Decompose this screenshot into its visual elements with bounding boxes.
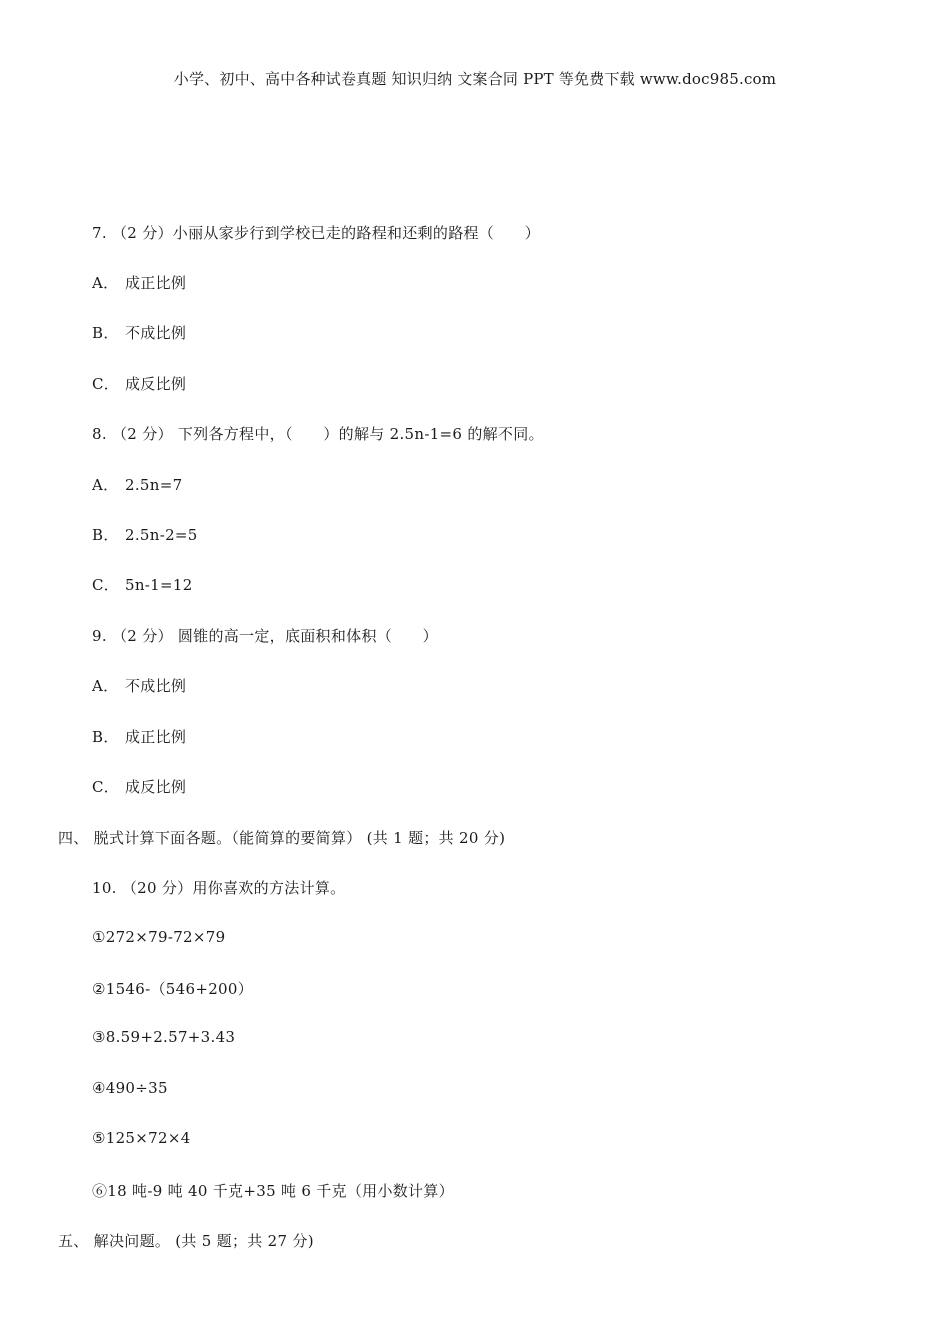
question-9-option-c — [92, 776, 186, 797]
question-9-option-b — [92, 726, 186, 747]
section-5-title: 五、 解决问题。 (共 5 题；共 27 分) — [58, 1232, 314, 1250]
question-8-option-b — [92, 524, 198, 545]
option-text: 不成比例 — [125, 677, 187, 695]
question-8-option-c — [92, 574, 193, 595]
option-text: 成反比例 — [125, 375, 187, 393]
question-7-option-a — [92, 272, 186, 293]
option-text: 5n-1=12 — [125, 576, 193, 594]
question-8-option-a — [92, 474, 182, 495]
question-7-option-c — [92, 373, 186, 394]
option-text: 不成比例 — [125, 324, 187, 342]
option-letter: C． — [92, 778, 120, 796]
question-10-stem: 10. （20 分）用你喜欢的方法计算。 — [92, 879, 346, 897]
option-text: 成反比例 — [125, 778, 187, 796]
calc-item-1: ①272×79-72×79 — [92, 928, 226, 946]
question-7-option-b — [92, 322, 186, 343]
option-letter: A． — [92, 476, 119, 494]
option-letter: B． — [92, 728, 119, 746]
option-letter: C． — [92, 576, 120, 594]
section-4-title: 四、 脱式计算下面各题。（能简算的要简算） (共 1 题；共 20 分) — [58, 829, 506, 847]
calc-item-5: ⑤125×72×4 — [92, 1129, 191, 1147]
option-letter: A． — [92, 677, 119, 695]
option-text: 2.5n-2=5 — [125, 526, 198, 544]
option-letter: A． — [92, 274, 119, 292]
calc-item-6: ⑥18 吨-9 吨 40 千克+35 吨 6 千克（用小数计算） — [92, 1182, 454, 1200]
calc-item-3: ③8.59+2.57+3.43 — [92, 1028, 236, 1046]
option-letter: C． — [92, 375, 120, 393]
question-8-stem: 8. （2 分） 下列各方程中，（ ）的解与 2.5n-1=6 的解不同。 — [92, 425, 544, 443]
option-text: 成正比例 — [125, 728, 187, 746]
question-7-stem: 7. （2 分）小丽从家步行到学校已走的路程和还剩的路程（ ） — [92, 224, 540, 242]
calc-item-4: ④490÷35 — [92, 1079, 168, 1097]
option-text: 成正比例 — [125, 274, 187, 292]
calc-item-2: ②1546-（546+200） — [92, 980, 254, 998]
question-9-option-a — [92, 675, 186, 696]
option-text: 2.5n=7 — [125, 476, 183, 494]
option-letter: B． — [92, 324, 119, 342]
question-9-stem: 9. （2 分） 圆锥的高一定，底面积和体积（ ） — [92, 627, 438, 645]
option-letter: B． — [92, 526, 119, 544]
page-header: 小学、初中、高中各种试卷真题 知识归纳 文案合同 PPT 等免费下载 www.doc985.com — [173, 70, 777, 88]
